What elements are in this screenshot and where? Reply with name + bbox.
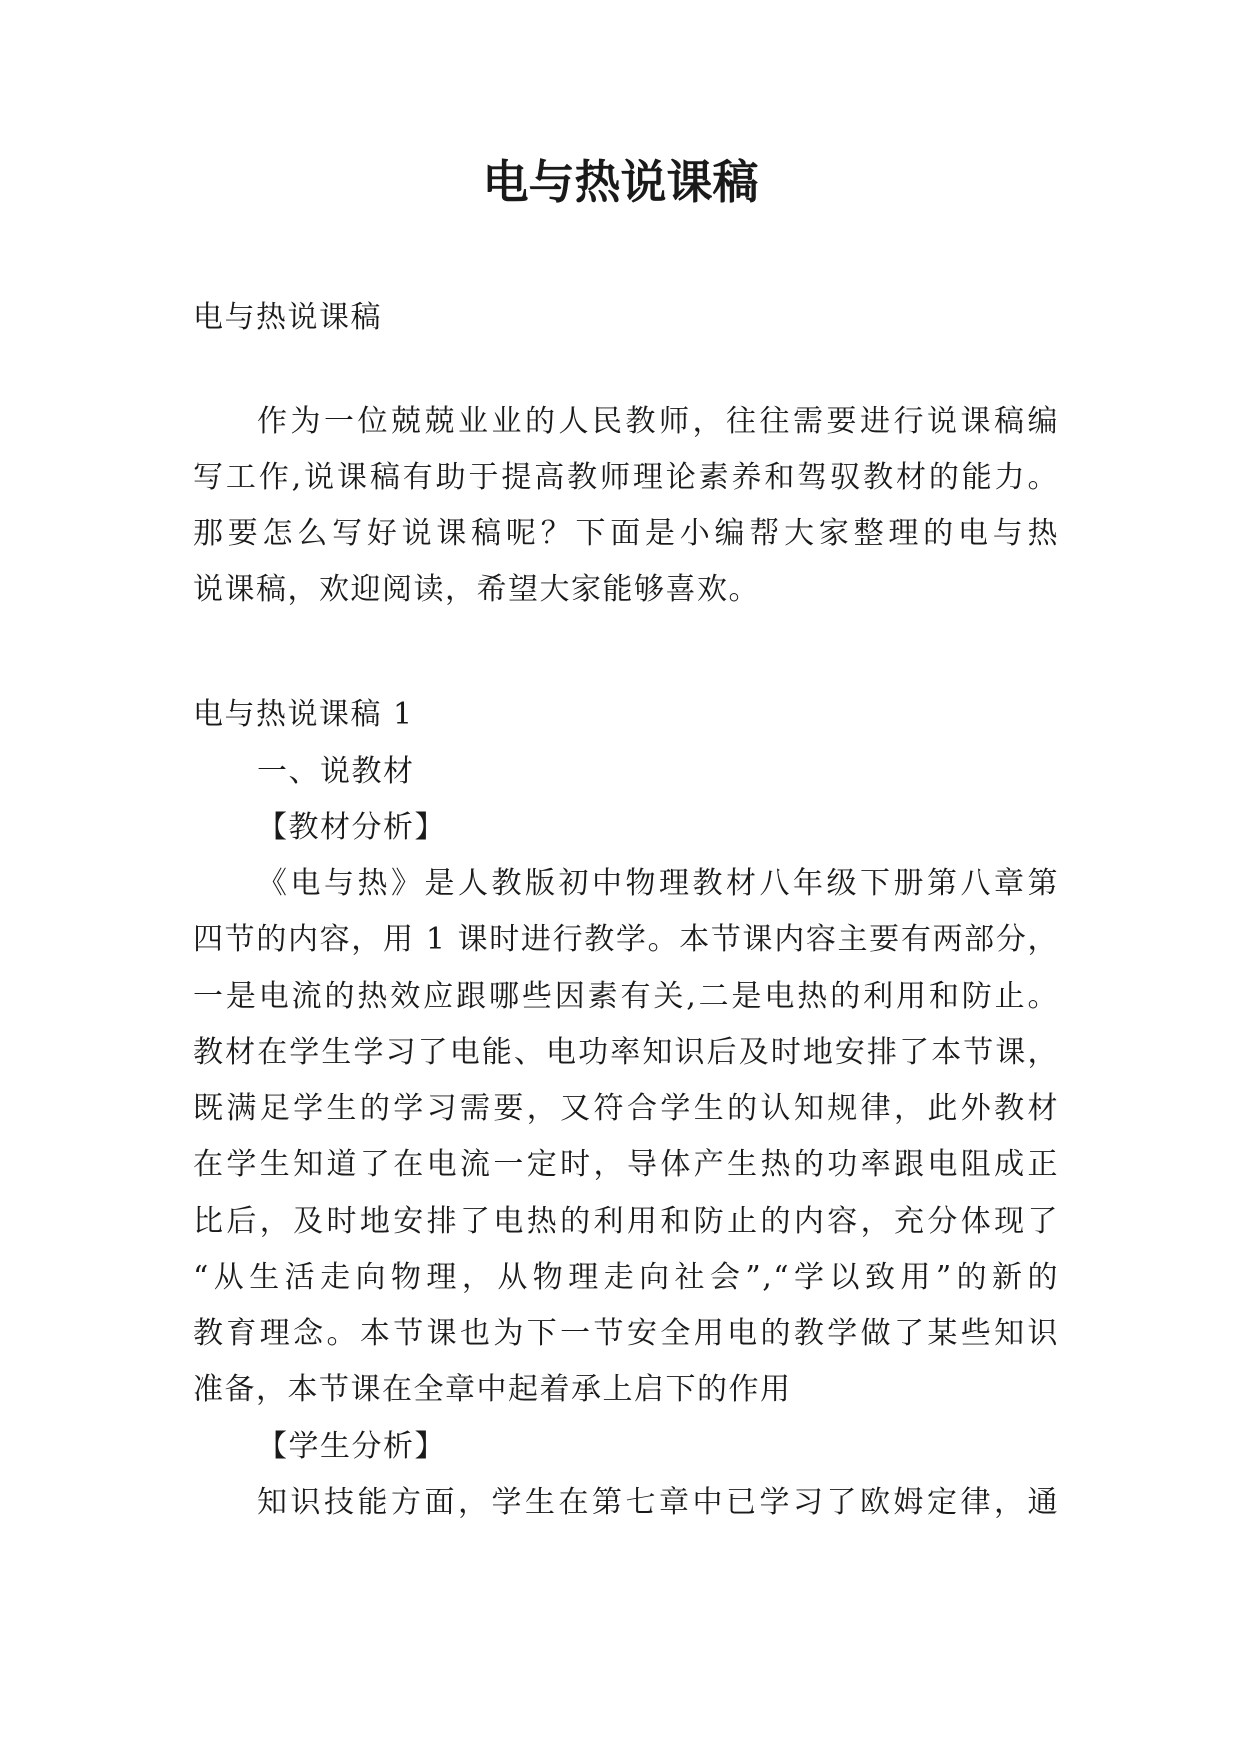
page-title: 电与热说课稿 bbox=[482, 155, 759, 209]
paragraph-line: 四节的内容，用 1 课时进行教学。本节课内容主要有两部分， bbox=[193, 922, 1059, 957]
paragraph-line: 既满足学生的学习需要，又符合学生的认知规律，此外教材 bbox=[193, 1091, 1059, 1126]
subtitle: 电与热说课稿 bbox=[193, 300, 382, 335]
student-label: 【学生分析】 bbox=[257, 1429, 446, 1464]
part-heading: 一、说教材 bbox=[257, 754, 415, 789]
paragraph-line: 一是电流的热效应跟哪些因素有关,二是电热的利用和防止。 bbox=[193, 979, 1059, 1014]
intro-line: 说课稿，欢迎阅读，希望大家能够喜欢。 bbox=[193, 572, 760, 607]
paragraph-line: 教材在学生学习了电能、电功率知识后及时地安排了本节课， bbox=[193, 1035, 1059, 1070]
intro-line: 作为一位兢兢业业的人民教师，往往需要进行说课稿编 bbox=[257, 404, 1059, 439]
paragraph-line: 比后，及时地安排了电热的利用和防止的内容，充分体现了 bbox=[193, 1204, 1059, 1239]
paragraph-line: 教育理念。本节课也为下一节安全用电的教学做了某些知识 bbox=[193, 1316, 1059, 1351]
paragraph-line: 《电与热》是人教版初中物理教材八年级下册第八章第 bbox=[257, 866, 1059, 901]
intro-line: 写工作,说课稿有助于提高教师理论素养和驾驭教材的能力。 bbox=[193, 460, 1059, 495]
paragraph-line: “从生活走向物理，从物理走向社会”,“学以致用”的新的 bbox=[193, 1260, 1059, 1295]
paragraph-line: 准备，本节课在全章中起着承上启下的作用 bbox=[193, 1372, 792, 1407]
paragraph-line: 在学生知道了在电流一定时，导体产生热的功率跟电阻成正 bbox=[193, 1147, 1059, 1182]
section-heading: 电与热说课稿 1 bbox=[193, 697, 414, 732]
paragraph-line: 知识技能方面，学生在第七章中已学习了欧姆定律，通 bbox=[257, 1485, 1059, 1520]
analysis-label: 【教材分析】 bbox=[257, 810, 446, 845]
intro-line: 那要怎么写好说课稿呢？下面是小编帮大家整理的电与热 bbox=[193, 516, 1059, 551]
